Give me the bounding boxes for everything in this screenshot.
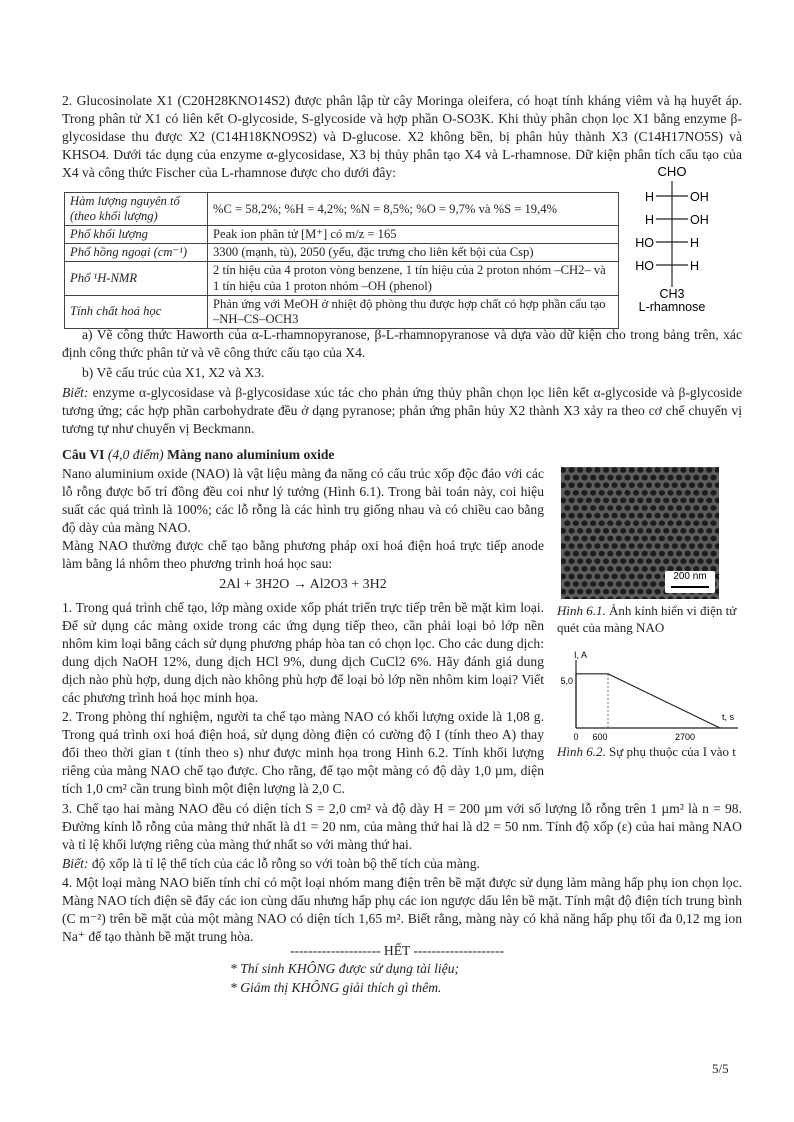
q6-part-2: 2. Trong phòng thí nghiệm, người ta chế tạo màng NAO có khối lượng oxide là 1,08 g. Trong quá trình oxi hoá điện hoá, sử dụng dòng điện có cường độ I (tính theo A) thay đổi theo thời gian t (tính theo s) như được minh họa trong Hình 6.2. Tính khối lượng riêng của màng NAO chế tạo được. Cho rằng, để tạo một màng có độ dày 1,0 µm, diện tích 1,0 cm² cần trung bình một điện lượng là 2,0 C. — [62, 709, 544, 796]
q6-intro-2: Màng NAO thường được chế tạo bằng phương pháp oxi hoá điện hoá trực tiếp anode làm bằng lá nhôm theo phương trình hoá học sau: — [62, 538, 544, 571]
fig2-caption-text: Sự phụ thuộc của I vào t — [609, 744, 736, 759]
x-tick-label-600: 600 — [592, 732, 608, 742]
table-row — [65, 244, 619, 262]
x-tick-label-2700: 2700 — [674, 732, 696, 742]
table-cell-value: %C = 58,2%; %H = 4,2%; %N = 8,5%; %O = 9,7% và %S = 19,4% — [208, 193, 619, 226]
q6-heading — [62, 446, 742, 464]
table-cell-header: Tính chất hoá học — [65, 295, 208, 328]
q6-part-3: 3. Chế tạo hai màng NAO đều có diện tích S = 2,0 cm² và độ dày H = 200 µm với số lượng lỗ rỗng trên 1 µm² là n = 98. Đường kính lỗ rỗng của màng thứ nhất là d1 = 20 nm, của màng thứ hai là d2 = 50 nm. Tính độ xốp (ε) của hai màng NAO và tỉ lệ khối lượng riêng của màng thứ nhất so với màng thứ hai. — [62, 801, 742, 852]
q6-part-4: 4. Một loại màng NAO biến tính chỉ có một loại nhóm mang điện trên bề mặt được sử dụng làm màng hấp phụ ion chọn lọc. Màng NAO tích điện sẽ đẩy các ion cùng dấu nhưng hấp phụ các ion ngược dấu lên bề mặt. Tính mật độ điện tích trung bình (C m⁻²) trên bề mặt của một màng NAO có diện tích 1,65 m². Biết rằng, màng này có khả năng hấp phụ tối đa 0,12 mg ion Na⁺ để tạo thành bề mặt trung hòa. — [62, 875, 742, 944]
table-cell-header: Phổ hồng ngoại (cm⁻¹) — [65, 244, 208, 262]
q6-part-3-note-text: độ xốp là tỉ lệ thể tích của các lỗ rỗng so với toàn bộ thể tích của màng. — [91, 856, 480, 871]
q6-part-3-note-label: Biết: — [62, 856, 89, 871]
table-row — [65, 193, 619, 226]
q2-note-text: enzyme α-glycosidase và β-glycosidase xúc tác cho phản ứng thủy phân chọn lọc liên kết α-glycoside và β-glycoside tương ứng; các hợp phần carbohydrate đều ở dạng pyranose; phản ứng phân hủy X2 thành X3 xảy ra theo cơ chế chuyển vị tương tự như chuyển vị Beckmann. — [62, 385, 742, 436]
q6-topic: Màng nano aluminium oxide — [167, 447, 335, 462]
fischer-top-group: CHO — [657, 164, 687, 179]
fischer-bottom-group: CH3 — [659, 287, 685, 301]
q6-part-3-note — [62, 855, 742, 873]
fischer-compound-name: L-rhamnose — [638, 300, 706, 314]
sem-image — [561, 467, 719, 599]
table-row — [65, 262, 619, 295]
table-cell-header: Phổ khối lượng — [65, 226, 208, 244]
fischer-left-1: H — [644, 190, 654, 204]
fig1-caption — [557, 603, 737, 637]
table-cell-value: Peak ion phân tử [M⁺] có m/z = 165 — [208, 226, 619, 244]
page-number: 5/5 — [712, 1061, 729, 1076]
q6-part-1: 1. Trong quá trình chế tạo, lớp màng oxide xốp phát triển trực tiếp trên bề mặt kim loại. Để sử dụng các màng oxide trong các ứng dụng tiếp theo, cần phải loại bỏ lớp nền nhôm kim loại bằng cách sử dụng phương pháp hòa tan có chọn lọc. Cho các dung dịch: dung dịch NaOH 12%, dung dịch HCl 9%, dung dịch CuCl2 6%. Hãy đánh giá dung dịch nào phù hợp, dung dịch nào không phù hợp để loại bỏ lớp nền nhôm kim loại? Viết các phương trình hoá học minh họa. — [62, 600, 544, 705]
end-marker: -------------------- HẾT -------------------- — [289, 943, 505, 958]
x-tick-label-0: 0 — [573, 732, 579, 742]
fig1-caption-label: Hình 6.1. — [557, 603, 606, 618]
fischer-right-4: H — [690, 259, 700, 273]
y-tick-label: 5,0 — [560, 676, 573, 686]
q2-intro-text: Glucosinolate X1 (C20H28KNO14S2) được phân lập từ cây Moringa oleifera, có hoạt tính kháng viêm và hạ huyết áp. Trong phân tử X1 có liên kết O-glycoside, S-glycoside và hợp phần O-SO3K. Khi thủy phân chọn lọc X1 bằng enzyme β-glycosidase thu được X2 (C14H18KNO9S2) và D-glucose. X2 không bền, bị phân hủy thành X3 (C14H17NO5S) và KHSO4. Dưới tác dụng của enzyme α-glycosidase, X3 bị thủy phân tạo X4 và L-rhamnose. Dữ kiện phân tích cấu tạo của X4 và công thức Fischer của L-rhamnose được cho dưới đây: — [62, 93, 742, 180]
scale-bar-line — [671, 586, 709, 588]
fig1-caption-text: Ảnh kính hiển vi điện tử quét của màng NAO — [557, 603, 737, 635]
fischer-projection — [626, 164, 746, 314]
current-time-chart — [558, 650, 748, 742]
q2-number: 2. — [62, 93, 73, 108]
q6-title: Câu VI — [62, 447, 105, 462]
table-row — [65, 226, 619, 244]
footer-note-2: * Giám thị KHÔNG giải thích gì thêm. — [230, 980, 442, 995]
fig2-caption — [557, 744, 737, 761]
fig2-caption-label: Hình 6.2. — [557, 744, 606, 759]
table-cell-value: Phản ứng với MeOH ở nhiệt độ phòng thu được hợp chất có hợp phần cấu tạo –NH–CS–OCH3 — [208, 295, 619, 328]
current-series-line — [576, 674, 720, 728]
fischer-right-1: OH — [690, 190, 709, 204]
fischer-right-2: OH — [690, 213, 709, 227]
table-row — [65, 295, 619, 328]
q2-part-a: a) Vẽ công thức Haworth của α-L-rhamnopyranose, β-L-rhamnopyranose và dựa vào dữ kiện cho trong bảng trên, xác định công thức phân tử và vẽ công thức cấu tạo của X4. — [62, 327, 742, 360]
q6-equation: 2Al + 3H2O → Al2O3 + 3H2 — [219, 577, 387, 592]
q2-note — [62, 384, 742, 438]
q2-part-b: b) Vẽ cấu trúc của X1, X2 và X3. — [82, 365, 265, 380]
fischer-left-4: HO — [635, 259, 654, 273]
x4-analysis-table — [64, 192, 619, 329]
q6-points: (4,0 điểm) — [107, 447, 164, 462]
scale-bar-label: 200 nm — [673, 571, 707, 582]
y-axis-label: I, A — [574, 650, 588, 660]
table-cell-value: 2 tín hiệu của 4 proton vòng benzene, 1 tín hiệu của 2 proton nhóm –CH2– và 1 tín hiệu của 1 proton nhóm –OH (phenol) — [208, 262, 619, 295]
fischer-left-2: H — [644, 213, 654, 227]
fischer-left-3: HO — [635, 236, 654, 250]
x-axis-label: t, s — [721, 712, 735, 722]
footer-note-1: * Thí sinh KHÔNG được sử dụng tài liệu; — [230, 961, 460, 976]
q2-note-label: Biết: — [62, 385, 89, 400]
table-cell-header: Phổ ¹H-NMR — [65, 262, 208, 295]
table-cell-value: 3300 (mạnh, tù), 2050 (yếu, đặc trưng cho liên kết bội của Csp) — [208, 244, 619, 262]
fischer-right-3: H — [690, 236, 700, 250]
q6-intro-1: Nano aluminium oxide (NAO) là vật liệu màng đa năng có cấu trúc xốp độc đáo với các lỗ rỗng được bố trí đồng đều coi như lý tưởng (Hình 6.1). Trong bài toán này, coi hiệu suất các quá trình là 100%; các lỗ rỗng là các hình trụ giống nhau và có chiều cao bằng độ dày của màng NAO. — [62, 466, 544, 535]
table-cell-header: Hàm lượng nguyên tố (theo khối lượng) — [65, 193, 208, 226]
scale-bar — [665, 571, 715, 593]
